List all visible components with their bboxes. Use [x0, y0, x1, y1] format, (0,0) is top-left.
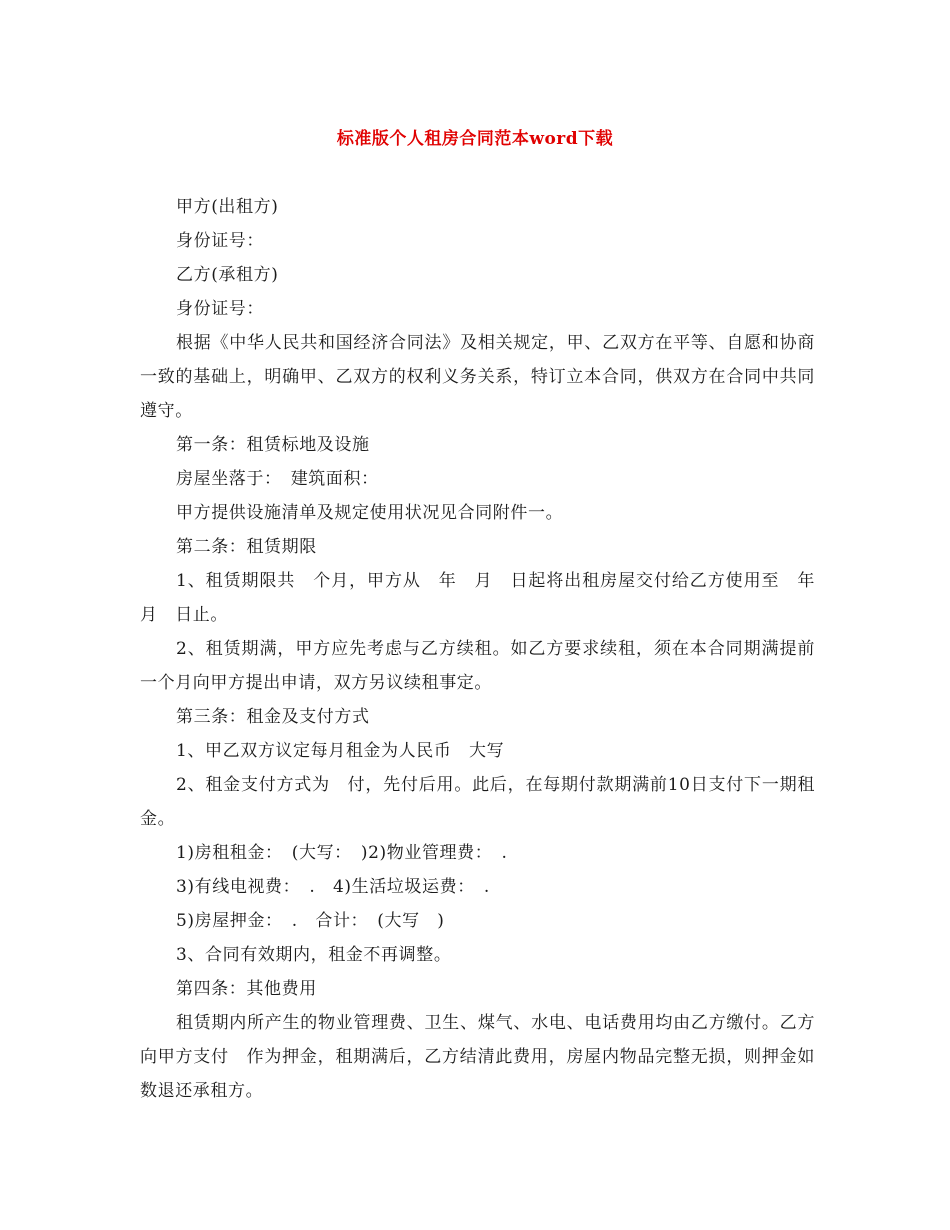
paragraph-fee-list-1: 1)房租租金： (大写： )2)物业管理费： .	[176, 843, 508, 863]
document-body	[140, 190, 833, 1108]
document-title: 标准版个人租房合同范本word下载	[336, 129, 614, 149]
paragraph-fee-list-3: 5)房屋押金： . 合计： (大写 )	[176, 911, 445, 931]
paragraph-rent-3: 3、合同有效期内，租金不再调整。	[176, 945, 452, 965]
paragraph-facilities: 甲方提供设施清单及规定使用状况见合同附件一。	[176, 503, 564, 523]
paragraph-rent-1: 1、甲乙双方议定每月租金为人民币 大写	[176, 741, 505, 761]
paragraph-location: 房屋坐落于： 建筑面积：	[176, 469, 379, 489]
paragraph-lessee-id: 身份证号：	[176, 299, 264, 319]
paragraph-preamble: 根据《中华人民共和国经济合同法》及相关规定，甲、乙双方在平等、自愿和协商一致的基础上，明确甲、乙双方的权利义务关系，特订立本合同，供双方在合同中共同遵守。	[140, 333, 815, 421]
paragraph-rent-2: 2、租金支付方式为 付，先付后用。此后，在每期付款期满前10日支付下一期租金。	[140, 775, 815, 829]
heading-article-4: 第四条：其他费用	[176, 979, 317, 999]
paragraph-fee-list-2: 3)有线电视费： . 4)生活垃圾运费： .	[176, 877, 490, 897]
heading-article-3: 第三条：租金及支付方式	[176, 707, 370, 727]
paragraph-term-2: 2、租赁期满，甲方应先考虑与乙方续租。如乙方要求续租，须在本合同期满提前一个月向甲方提出申请，双方另议续租事定。	[140, 639, 815, 693]
heading-article-1: 第一条：租赁标地及设施	[176, 435, 370, 455]
paragraph-lessor: 甲方(出租方)	[176, 197, 279, 217]
paragraph-lessor-id: 身份证号：	[176, 231, 264, 251]
paragraph-term-1: 1、租赁期限共 个月，甲方从 年 月 日起将出租房屋交付给乙方使用至 年 月 日止。	[140, 571, 833, 625]
heading-article-2: 第二条：租赁期限	[176, 537, 317, 557]
paragraph-other-fees: 租赁期内所产生的物业管理费、卫生、煤气、水电、电话费用均由乙方缴付。乙方向甲方支付 作为押金，租期满后，乙方结清此费用，房屋内物品完整无损，则押金如数退还承租方。	[140, 1013, 815, 1101]
paragraph-lessee: 乙方(承租方)	[176, 265, 279, 285]
